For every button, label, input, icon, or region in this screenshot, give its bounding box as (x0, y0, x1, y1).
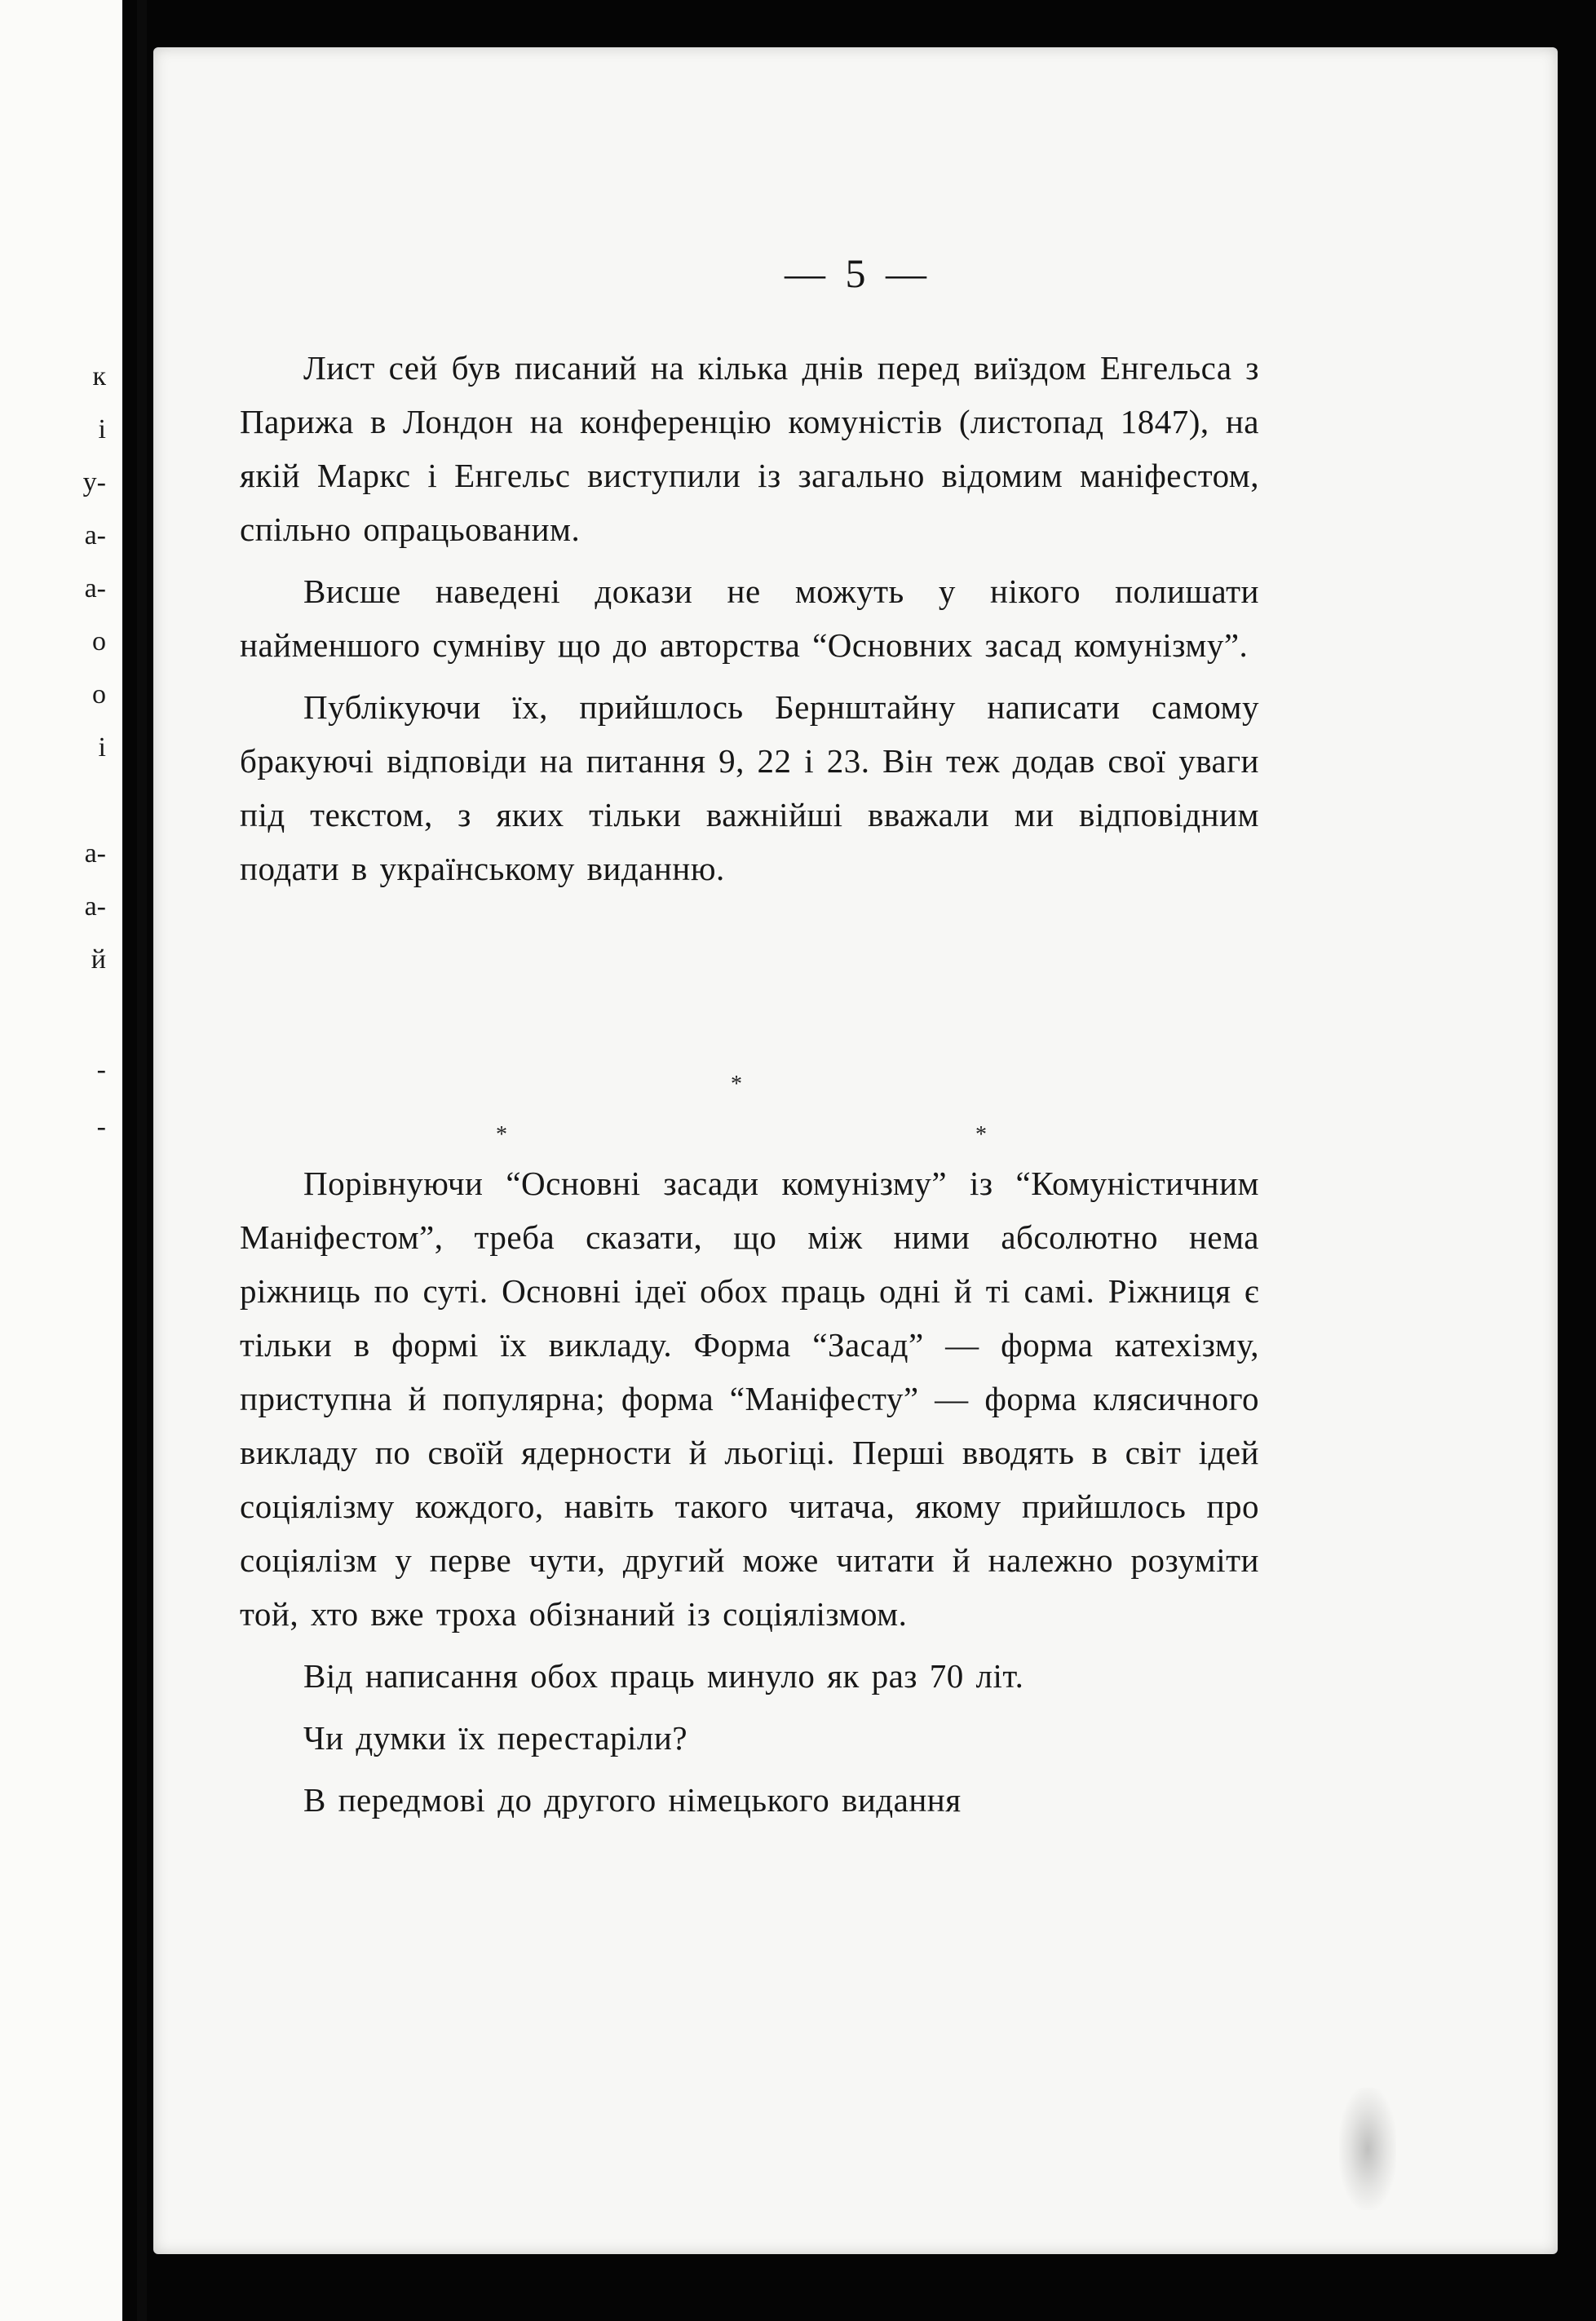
margin-fragment: а- (84, 891, 106, 922)
margin-fragment: о (92, 626, 106, 657)
section-break-star: * (496, 1122, 507, 1147)
paragraph: Лист сей був писаний на кілька днів перед виїздом Енгельса з Парижа в Лондон на конференцію комуністів (листопад 1847), на якій Маркс і Енгельс виступили із загально відомим маніфестом, спільно опрацьованим. (240, 349, 1259, 548)
section-break-star: * (731, 1072, 742, 1097)
margin-fragment: а- (84, 573, 106, 603)
page-stain (1339, 2088, 1396, 2210)
margin-fragment: і (98, 414, 106, 444)
page-gutter (137, 0, 147, 2321)
bottom-text-block (240, 1156, 1259, 1827)
top-text-block (240, 341, 1259, 895)
page-number: — 5 — (785, 250, 931, 296)
paragraph: Від написання обох праць минуло як раз 70 літ. (303, 1657, 1024, 1695)
margin-fragment: а- (84, 520, 106, 550)
paragraph: Публікуючи їх, прийшлось Бернштайну написати самому бракуючі відповіди на питання 9, 22 і 23. Він теж додав свої уваги під текстом, з яких тільки важнійші вважали ми відповідним подати в українському виданню. (240, 688, 1259, 887)
margin-fragment: - (96, 1112, 106, 1142)
margin-fragment: й (91, 944, 106, 975)
margin-fragment: і (98, 732, 106, 763)
margin-fragment: а- (84, 838, 106, 869)
margin-fragment: - (96, 1054, 106, 1085)
margin-fragment: к (92, 361, 106, 391)
paragraph: В передмові до другого німецького видання (303, 1781, 962, 1819)
margin-fragment: у- (82, 467, 106, 497)
document-page (153, 47, 1558, 2254)
section-break-star: * (975, 1122, 987, 1147)
paragraph: Чи думки їх перестаріли? (303, 1719, 688, 1757)
previous-page-fragment (0, 0, 122, 2321)
paragraph: Висше наведені докази не можуть у нікого полишати найменшого сумніву що до авторства “Основних засад комунізму”. (240, 573, 1259, 664)
margin-fragment: о (92, 679, 106, 710)
paragraph: Порівнуючи “Основні засади комунізму” із “Комуністичним Маніфестом”, треба сказати, що між ними абсолютно нема ріжниць по суті. Основні ідеї обох праць одні й ті самі. Ріжниця є тільки в формі їх викладу. Форма “Засад” — форма катехізму, приступна й популярна; форма “Маніфесту” — форма клясичного викладу по своїй ядерности й льогіці. Перші вводять в світ ідей соціялізму кождого, навіть такого читача, якому прийшлось про соціялізм у перве чути, другий може читати й належно розуміти той, хто вже троха обізнаний із соціялізмом. (240, 1165, 1259, 1633)
